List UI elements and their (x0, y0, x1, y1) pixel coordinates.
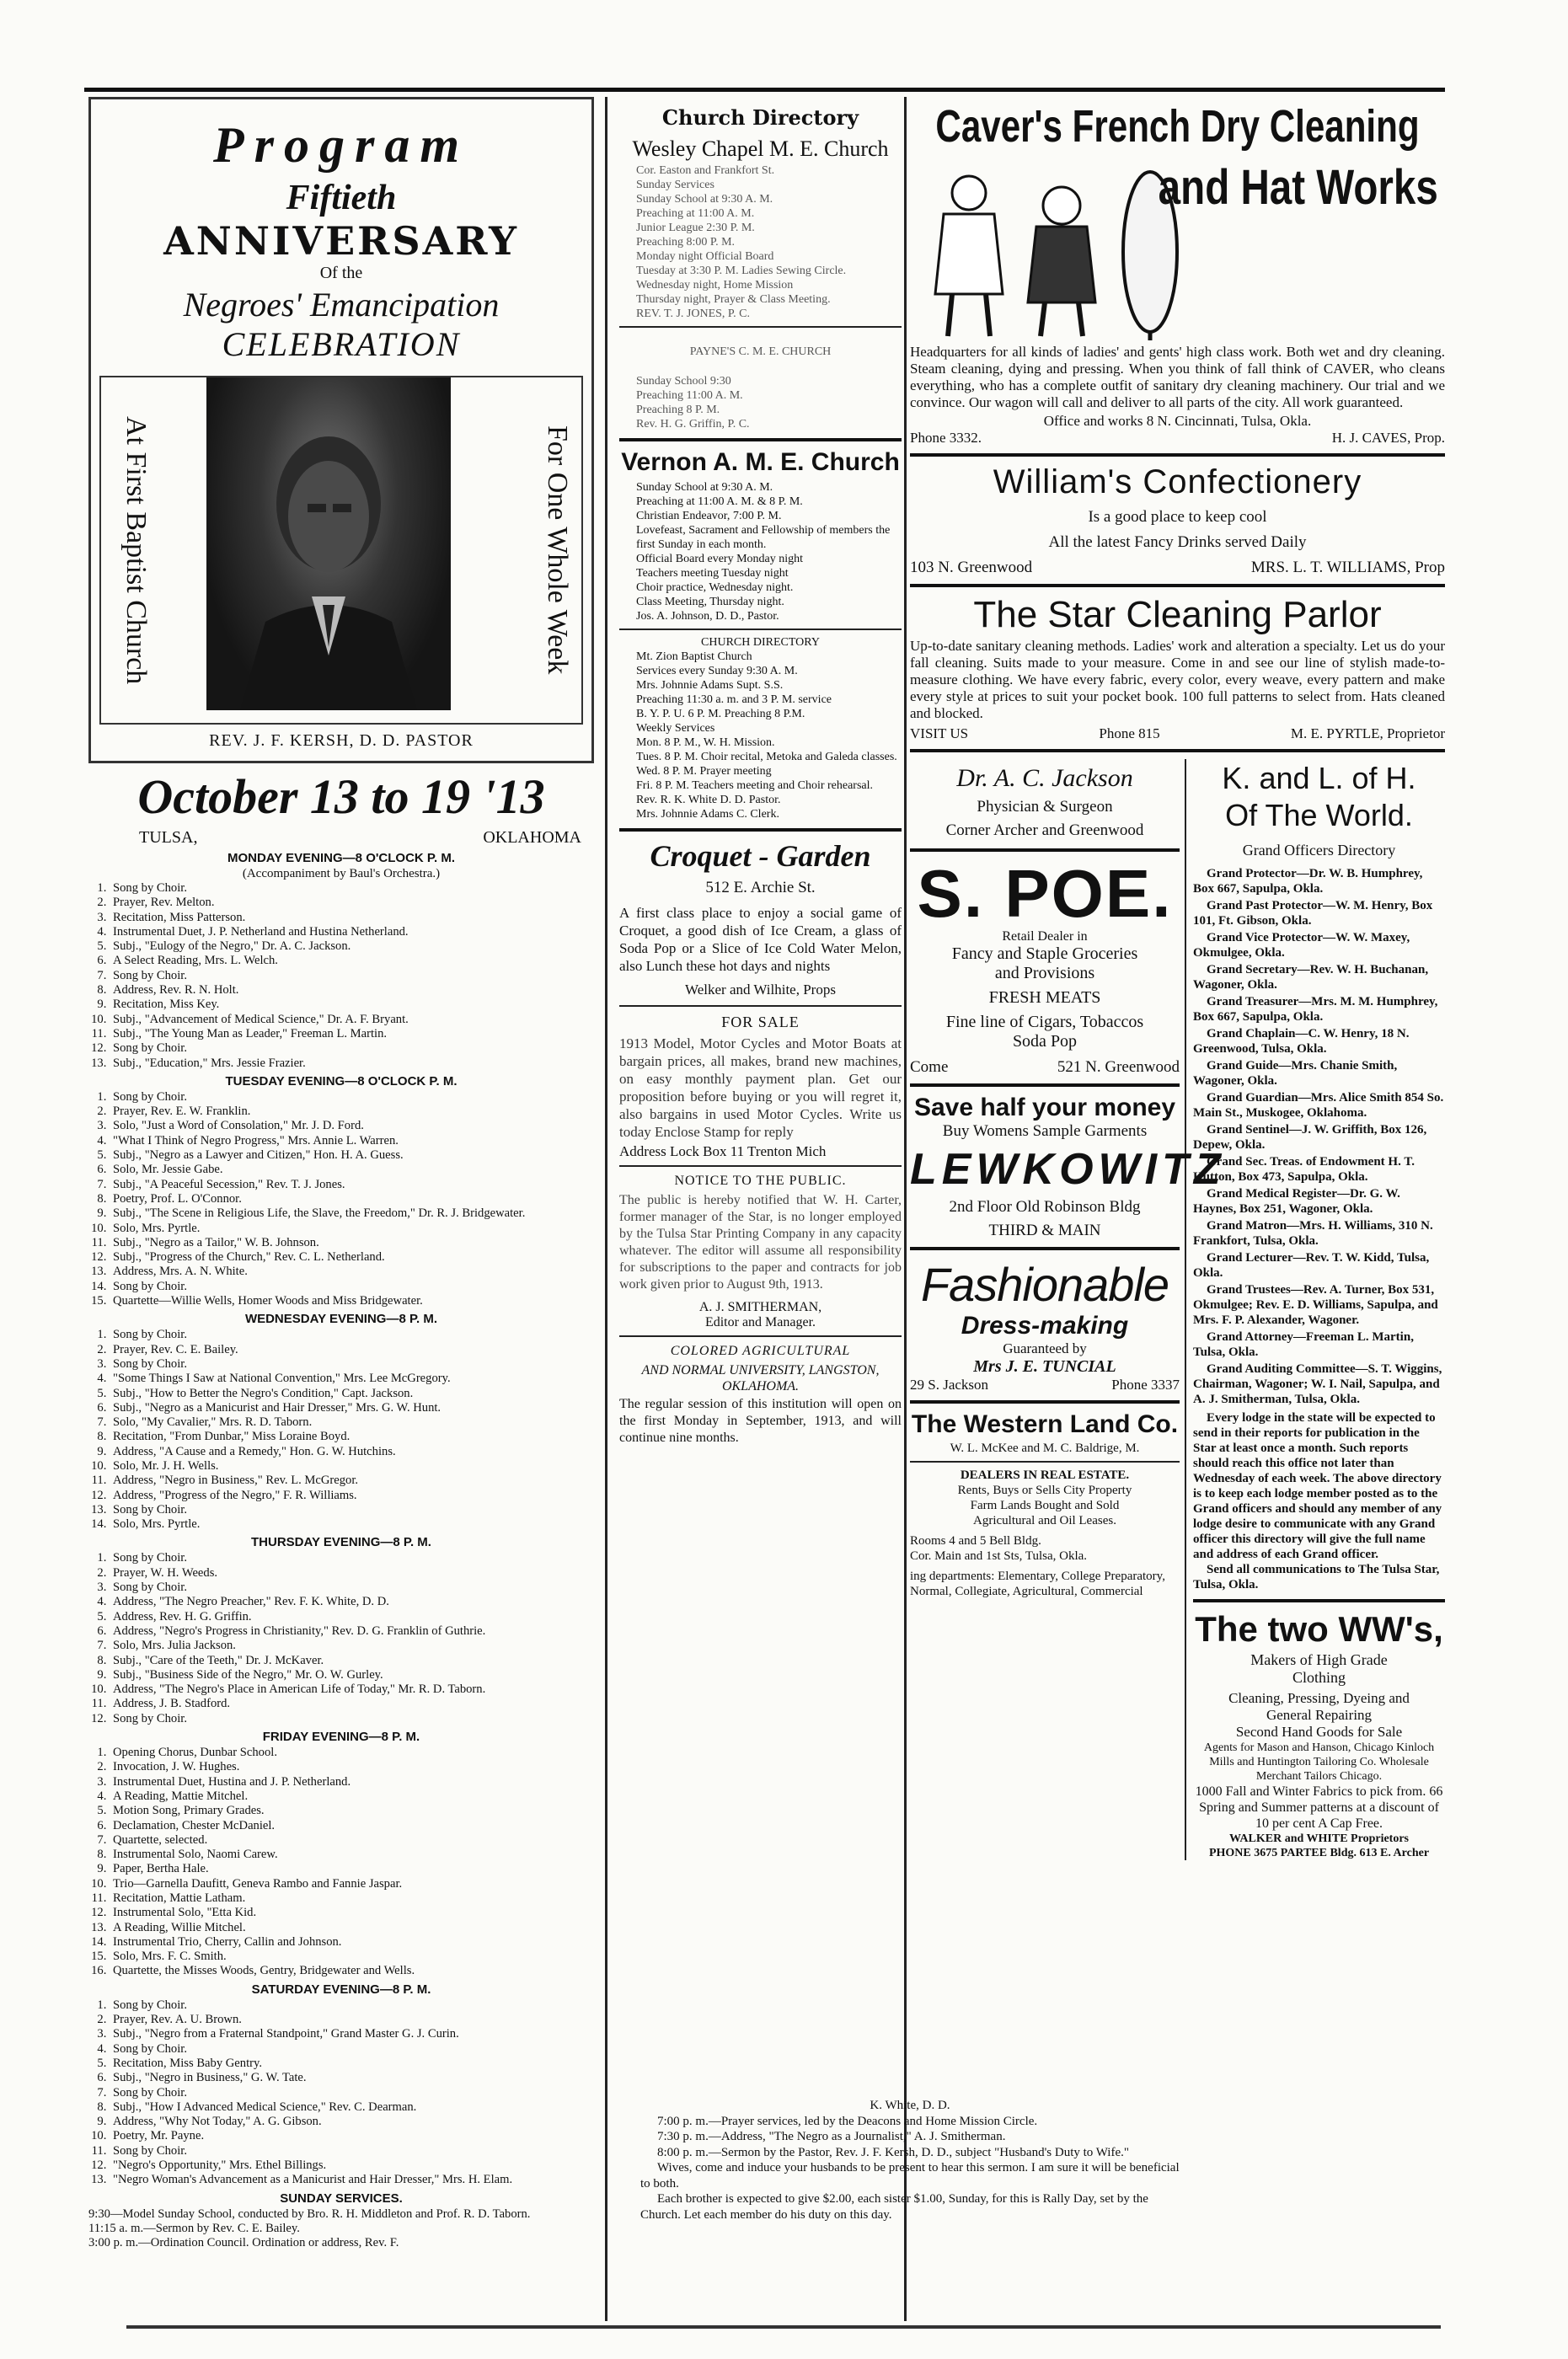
croquet-address: 512 E. Archie St. (705, 879, 816, 896)
program-item: 11. Song by Choir. (110, 2144, 594, 2158)
cavers-office: Office and works 8 N. Cincinnati, Tulsa, Okla. (1043, 413, 1312, 429)
western-cor: Cor. Main and 1st Sts, Tulsa, Okla. (910, 1549, 1088, 1563)
week-vertical-text: For One Whole Week (542, 425, 573, 675)
program-item: 13. Subj., "Education," Mrs. Jessie Frazier. (110, 1056, 594, 1071)
church-line: Monday night Official Board (636, 250, 774, 263)
church-line: Fri. 8 P. M. Teachers meeting and Choir rehearsal. (636, 779, 874, 792)
williams-prop: MRS. L. T. WILLIAMS, Prop (1250, 559, 1445, 576)
western-line2: Farm Lands Bought and Sold (970, 1499, 1120, 1512)
church-line: Preaching 8 P. M. (636, 404, 720, 416)
lower-right-left (910, 759, 1226, 1860)
city-row (88, 828, 594, 848)
program-item: 5. Address, Rev. H. G. Griffin. (110, 1610, 594, 1624)
church-line: Sunday School at 9:30 A. M. (636, 481, 773, 494)
star-visit: VISIT US (910, 725, 969, 741)
cavers-contact (910, 430, 1445, 447)
kandl-entry: Grand Guardian—Mrs. Alice Smith 854 So. Main St., Muskogee, Oklahoma. (1193, 1091, 1444, 1120)
twoww-line5: Second Hand Goods for Sale (1235, 1724, 1403, 1740)
star-cleaning-contact (910, 725, 1445, 742)
twoww-title: The two WW's, (1195, 1609, 1443, 1649)
church-line: Class Meeting, Thursday night. (636, 596, 784, 608)
event-dates: October 13 to 19 '13 (137, 769, 545, 824)
cavers-prop: H. J. CAVES, Prop. (1331, 430, 1445, 446)
program-item: 5. Subj., "Eulogy of the Negro," Dr. A. C. Jackson. (110, 939, 594, 954)
celebration-label: CELEBRATION (222, 325, 461, 363)
poe-line4: FRESH MEATS (988, 988, 1101, 1007)
program-item: 3. Solo, "Just a Word of Consolation," Mr. J. D. Ford. (110, 1119, 594, 1133)
middle-column (619, 97, 902, 2321)
church-line: Preaching 11:00 A. M. (636, 389, 743, 402)
program-item: 13. Address, Mrs. A. N. White. (110, 1265, 594, 1279)
bottom-line: 7:30 p. m.—Address, "The Negro as a Journalist," A. J. Smitherman. (657, 2130, 1006, 2143)
column-rule (605, 97, 607, 2321)
program-item: 8. Subj., "How I Advanced Medical Science," Rev. C. Dearman. (110, 2100, 594, 2115)
evening-items (88, 881, 594, 1071)
evening-title: TUESDAY EVENING—8 O'CLOCK P. M. (225, 1073, 458, 1089)
church-line: Mon. 8 P. M., W. H. Mission. (636, 736, 775, 749)
williams-title: William's Confectionery (993, 463, 1362, 500)
kandl-entry: Grand Medical Register—Dr. G. W. Haynes, Box 251, Wagoner, Okla. (1193, 1187, 1400, 1216)
portrait-frame (99, 376, 583, 725)
program-item: 9. Subj., "The Scene in Religious Life, the Slave, the Freedom," Dr. R. J. Bridgewater. (110, 1206, 594, 1221)
twoww-line1: Makers of High Grade (1250, 1651, 1388, 1668)
evening-items (88, 1998, 594, 2188)
program-item: 9. Address, "A Cause and a Remedy," Hon. G. W. Hutchins. (110, 1445, 594, 1459)
star-phone: Phone 815 (1099, 725, 1160, 741)
church-vertical-text: At First Baptist Church (120, 415, 152, 685)
paynes-church-details (619, 374, 902, 431)
church-line: Sunday Services (636, 179, 714, 191)
program-item: 13. Song by Choir. (110, 1503, 594, 1517)
twoww-line6: Agents for Mason and Hanson, Chicago Kinloch Mills and Huntington Tailoring Co. Wholesale Merchant Tailors Chicago. (1203, 1741, 1435, 1783)
williams-line1: Is a good place to keep cool (1088, 508, 1267, 526)
program-item: 10. Solo, Mr. J. H. Wells. (110, 1459, 594, 1474)
colored-agri-sub: AND NORMAL UNIVERSITY, LANGSTON, OKLAHOMA. (641, 1363, 880, 1393)
program-item: 3. Song by Choir. (110, 1357, 594, 1372)
for-sale-address: Address Lock Box 11 Trenton Mich (619, 1143, 827, 1159)
church-line: Official Board every Monday night (636, 553, 804, 565)
croquet-props: Welker and Wilhite, Props (685, 982, 836, 998)
program-item: 9. Paper, Bertha Hale. (110, 1862, 594, 1876)
wesley-chapel-name: Wesley Chapel M. E. Church (632, 136, 889, 161)
lewkowitz-floor: 2nd Floor Old Robinson Bldg (949, 1198, 1141, 1216)
kandl-directory (1193, 866, 1445, 1407)
program-item: 7. Solo, "My Cavalier," Mrs. R. D. Taborn. (110, 1415, 594, 1430)
kandl-entry: Grand Past Protector—W. M. Henry, Box 101, Ft. Gibson, Okla. (1193, 899, 1433, 928)
program-item: 6. Subj., "Negro in Business," G. W. Tate. (110, 2071, 594, 2085)
evening-items (88, 1551, 594, 1726)
program-item: 2. Prayer, W. H. Weeds. (110, 1566, 594, 1581)
program-item: 10. Trio—Garnella Daufitt, Geneva Rambo and Fannie Jaspar. (110, 1877, 594, 1891)
program-item: 5. Motion Song, Primary Grades. (110, 1804, 594, 1818)
croquet-body: A first class place to enjoy a social game of Croquet, a good dish of Ice Cream, a glass of Soda Pop or a Slice of Ice Cold Water Melon, also Lunch these hot days and nights (619, 905, 902, 974)
church-line: Choir practice, Wednesday night. (636, 581, 794, 594)
notice-signature: A. J. SMITHERMAN, (698, 1300, 822, 1314)
fashionable-name: Mrs J. E. TUNCIAL (973, 1357, 1116, 1376)
church-line: Preaching at 11:00 A. M. & 8 P. M. (636, 495, 803, 508)
church-directory-title: Church Directory (661, 105, 859, 130)
kandl-entry: Grand Vice Protector—W. W. Maxey, Okmulgee, Okla. (1193, 931, 1410, 960)
program-item: 11. Subj., "The Young Man as Leader," Freeman L. Martin. (110, 1027, 594, 1041)
lewkowitz-corner: THIRD & MAIN (988, 1222, 1101, 1239)
program-item: 6. Declamation, Chester McDaniel. (110, 1819, 594, 1833)
bottom-line: 7:00 p. m.—Prayer services, led by the Deacons and Home Mission Circle. (657, 2114, 1038, 2128)
lower-right-split (910, 759, 1445, 1860)
church-line: Teachers meeting Tuesday night (636, 567, 789, 580)
program-item: 1. Opening Chorus, Dunbar School. (110, 1746, 594, 1760)
program-item: 8. Recitation, "From Dunbar," Miss Loraine Boyd. (110, 1430, 594, 1444)
emancipation-label: Negroes' Emancipation (183, 286, 500, 324)
program-item: 4. Song by Choir. (110, 2042, 594, 2057)
program-item: 1. Song by Choir. (110, 1328, 594, 1342)
city-name: TULSA, (139, 828, 198, 847)
program-item: 4. A Reading, Mattie Mitchel. (110, 1789, 594, 1804)
star-cleaning-body: Up-to-date sanitary cleaning methods. Ladies' work and alteration a specialty. Let us do your fall cleaning. Suits made to your measure. Come in and see our line of stylish made-to-measure clothing. We have every fabric, every color, every weave, every pattern and make every style at prices to suit your pocket book. 100 full patterns to select from. Hats cleaned and blocked. (910, 638, 1445, 721)
poe-line5: Fine line of Cigars, Tobaccos (945, 1013, 1144, 1031)
church-line: Mt. Zion Baptist Church (636, 650, 752, 663)
evening-items (88, 1328, 594, 1532)
poe-line6: Soda Pop (1012, 1032, 1078, 1051)
program-item: 4. Address, "The Negro Preacher," Rev. F. K. White, D. D. (110, 1595, 594, 1609)
twoww-line8: WALKER and WHITE Proprietors (1228, 1832, 1409, 1845)
program-item: 9. Subj., "Business Side of the Negro," Mr. O. W. Gurley. (110, 1668, 594, 1682)
vernon-church-name: Vernon A. M. E. Church (621, 448, 900, 476)
evening-items (88, 1746, 594, 1979)
cavers-ad (910, 100, 1445, 447)
kandl-entry: Grand Trustees—Rev. A. Turner, Box 531, Okmulgee; Rev. E. D. Williams, Sapulpa, and Mrs. F. P. Alexander, Wagoner. (1193, 1283, 1438, 1327)
williams-ad (910, 463, 1445, 577)
fashionable-guar: Guaranteed by (1003, 1340, 1087, 1356)
program-item: 12. Subj., "Progress of the Church," Rev. C. L. Netherland. (110, 1250, 594, 1265)
bottom-sunday-notice (640, 2098, 1180, 2223)
program-item: 5. Recitation, Miss Baby Gentry. (110, 2057, 594, 2071)
program-item: 14. Instrumental Trio, Cherry, Callin and Johnson. (110, 1935, 594, 1950)
bottom-line: Wives, come and induce your husbands to be present to hear this sermon. I am sure it will be beneficial to both. (640, 2161, 1180, 2190)
program-title: Program (212, 117, 470, 173)
right-column (910, 97, 1445, 2321)
program-item: 1. Song by Choir. (110, 881, 594, 896)
program-item: 10. Address, "The Negro's Place in American Life of Today," Mr. R. D. Taborn. (110, 1682, 594, 1697)
church-line: Christian Endeavor, 7:00 P. M. (636, 510, 782, 522)
paynes-church-name: PAYNE'S C. M. E. CHURCH (689, 345, 832, 358)
church-line: Wednesday night, Home Mission (636, 279, 794, 292)
poe-line1: Retail Dealer in (1002, 929, 1088, 944)
poe-title: S. POE. (917, 856, 1173, 931)
twoww-line9: PHONE 3675 PARTEE Bldg. 613 E. Archer (1208, 1847, 1430, 1859)
top-rule (84, 88, 1445, 92)
evening-note: (Accompaniment by Baul's Orchestra.) (242, 867, 441, 880)
williams-address: 103 N. Greenwood (910, 559, 1033, 576)
jackson-title: Dr. A. C. Jackson (956, 764, 1133, 792)
wesley-chapel-details (619, 163, 902, 321)
western-dealers: DEALERS IN REAL ESTATE. (960, 1468, 1130, 1482)
program-item: 6. Solo, Mr. Jessie Gabe. (110, 1163, 594, 1177)
lower-right-right (1186, 759, 1445, 1860)
program-item: 1. Song by Choir. (110, 1090, 594, 1105)
evening-items (88, 1090, 594, 1308)
church-line: Sunday School 9:30 (636, 375, 731, 388)
church-line: Wed. 8 P. M. Prayer meeting (636, 765, 772, 778)
pastor-name: REV. J. F. KERSH, D. D. PASTOR (209, 731, 474, 750)
star-cleaning-title: The Star Cleaning Parlor (973, 594, 1382, 635)
sunday-item: 11:15 a. m.—Sermon by Rev. C. E. Bailey. (88, 2221, 300, 2235)
lewkowitz-buy: Buy Womens Sample Garments (942, 1122, 1148, 1140)
fiftieth-label: Fiftieth (286, 179, 397, 217)
fashionable-contact (910, 1377, 1180, 1393)
kandl-entry: Grand Lecturer—Rev. T. W. Kidd, Tulsa, Okla. (1193, 1251, 1430, 1280)
notice-title: NOTICE TO THE PUBLIC. (674, 1174, 847, 1188)
western-line3: Agricultural and Oil Leases. (973, 1514, 1116, 1527)
fashionable-address: 29 S. Jackson (910, 1377, 989, 1393)
notice-body: The public is hereby notified that W. H. Carter, former manager of the Star, is no longer employed by the Tulsa Star Printing Company in any capacity whatever. The editor will assume all responsibility for subscriptions to the paper and contracts for job work given prior to August 9th, 1913. (619, 1193, 902, 1292)
of-the-label: Of the (319, 264, 363, 282)
jackson-line2: Corner Archer and Greenwood (945, 821, 1144, 839)
program-item: 10. Subj., "Advancement of Medical Science," Dr. A. F. Bryant. (110, 1013, 594, 1027)
program-item: 7. Song by Choir. (110, 2086, 594, 2100)
program-item: 8. Subj., "Care of the Teeth," Dr. J. McKaver. (110, 1654, 594, 1668)
program-item: 10. Solo, Mrs. Pyrtle. (110, 1222, 594, 1236)
kandl-entry: Grand Protector—Dr. W. B. Humphrey, Box 667, Sapulpa, Okla. (1193, 867, 1423, 896)
mt-zion-head: CHURCH DIRECTORY (701, 636, 820, 649)
twoww-line3: Cleaning, Pressing, Dyeing and (1228, 1690, 1410, 1706)
western-land-title: The Western Land Co. (911, 1410, 1179, 1438)
program-item: 12. Address, "Progress of the Negro," F. R. Williams. (110, 1489, 594, 1503)
bottom-line: 8:00 p. m.—Sermon by the Pastor, Rev. J. F. Kersh, D. D., subject "Husband's Duty to Wife." (657, 2145, 1130, 2159)
dressmaking-title: Dress-making (961, 1312, 1129, 1340)
program-item: 5. Subj., "Negro as a Lawyer and Citizen," Hon. H. A. Guess. (110, 1148, 594, 1163)
program-item: 8. Poetry, Prof. L. O'Connor. (110, 1192, 594, 1206)
for-sale-body: 1913 Model, Motor Cycles and Motor Boats at bargain prices, all makes, brand new machines, on easy monthly payment plan. Get our proposition before buying or you will regret it, also bargains in used Motor Cycles. Write us today Enclose Stamp for reply (619, 1035, 902, 1140)
jackson-line1: Physician & Surgeon (977, 798, 1113, 816)
program-item: 3. Song by Choir. (110, 1581, 594, 1595)
kandl-entry: Grand Matron—Mrs. H. Williams, 310 N. Frankfort, Tulsa, Okla. (1193, 1219, 1433, 1248)
program-item: 2. Prayer, Rev. A. U. Brown. (110, 2013, 594, 2027)
pastor-portrait (206, 377, 451, 710)
twoww-line7: 1000 Fall and Winter Fabrics to pick from. 66 Spring and Summer patterns at a discount of 10 per cent A Cap Free. (1195, 1784, 1443, 1831)
program-evenings (88, 851, 594, 2188)
church-line: Cor. Easton and Frankfort St. (636, 164, 775, 177)
church-line: Services every Sunday 9:30 A. M. (636, 665, 798, 677)
vernon-church-details (619, 480, 902, 623)
church-line: Jos. A. Johnson, D. D., Pastor. (636, 610, 779, 623)
program-item: 9. Address, "Why Not Today," A. G. Gibson. (110, 2115, 594, 2129)
program-item: 12. "Negro's Opportunity," Mrs. Ethel Billings. (110, 2158, 594, 2173)
fashionable-title: Fashionable (920, 1258, 1169, 1311)
program-item: 12. Song by Choir. (110, 1712, 594, 1726)
western-names: W. L. McKee and M. C. Baldrige, M. (950, 1442, 1140, 1455)
program-item: 11. Address, J. B. Stadford. (110, 1697, 594, 1711)
mt-zion-details (619, 650, 902, 821)
program-item: 3. Instrumental Duet, Hustina and J. P. Netherland. (110, 1775, 594, 1789)
program-item: 7. Solo, Mrs. Julia Jackson. (110, 1639, 594, 1653)
fashionable-phone: Phone 3337 (1111, 1377, 1180, 1393)
program-item: 4. Instrumental Duet, J. P. Netherland and Hustina Netherland. (110, 925, 594, 939)
kandl-entry: Grand Auditing Committee—S. T. Wiggins, Chairman, Wagoner; W. I. Nail, Sapulpa, and A. J. Smitherman, Tulsa, Okla. (1193, 1362, 1442, 1406)
evening-title: MONDAY EVENING—8 O'CLOCK P. M. (227, 851, 455, 865)
program-item: 7. Song by Choir. (110, 969, 594, 983)
program-item: 12. Instrumental Solo, "Etta Kid. (110, 1906, 594, 1920)
kandl-entry: Grand Sentinel—J. W. Griffith, Box 126, Depew, Okla. (1193, 1123, 1427, 1152)
program-item: 10. Poetry, Mr. Payne. (110, 2129, 594, 2143)
twoww-line2: Clothing (1292, 1669, 1346, 1686)
program-item: 11. Recitation, Mattie Latham. (110, 1891, 594, 1906)
kandl-entry: Grand Attorney—Freeman L. Martin, Tulsa, Okla. (1193, 1330, 1414, 1359)
sunday-item: 9:30—Model Sunday School, conducted by Bro. R. H. Middleton and Prof. R. D. Taborn. (88, 2207, 531, 2221)
program-item: 6. A Select Reading, Mrs. L. Welch. (110, 954, 594, 968)
williams-contact (910, 559, 1445, 577)
church-line: Sunday School at 9:30 A. M. (636, 193, 773, 206)
evening-title: WEDNESDAY EVENING—8 P. M. (244, 1312, 438, 1327)
state-name: OKLAHOMA (483, 828, 581, 847)
program-item: 7. Subj., "A Peaceful Secession," Rev. T. J. Jones. (110, 1178, 594, 1192)
program-item: 1. Song by Choir. (110, 1551, 594, 1565)
star-prop: M. E. PYRTLE, Proprietor (1290, 725, 1445, 741)
hat-works-title: and Hat Works (1158, 160, 1438, 215)
cavers-title: Caver's French Dry Cleaning (935, 101, 1420, 152)
program-item: 2. Prayer, Rev. C. E. Bailey. (110, 1343, 594, 1357)
program-item: 3. Subj., "Negro from a Fraternal Standpoint," Grand Master G. J. Curin. (110, 2027, 594, 2041)
column-rule (904, 97, 907, 2321)
kandl-entry: Grand Guide—Mrs. Chanie Smith, Wagoner, Okla. (1193, 1059, 1398, 1088)
program-item: 11. Subj., "Negro as a Tailor," W. B. Johnson. (110, 1236, 594, 1250)
church-line: Tues. 8 P. M. Choir recital, Metoka and Galeda classes. (636, 751, 897, 763)
program-item: 4. "What I Think of Negro Progress," Mrs. Annie L. Warren. (110, 1134, 594, 1148)
kandl-subtitle: Grand Officers Directory (1242, 842, 1396, 859)
program-item: 3. Recitation, Miss Patterson. (110, 911, 594, 925)
church-line: Junior League 2:30 P. M. (636, 222, 755, 234)
program-item: 5. Subj., "How to Better the Negro's Condition," Capt. Jackson. (110, 1387, 594, 1401)
western-rooms: Rooms 4 and 5 Bell Bldg. (910, 1534, 1041, 1548)
colored-agri-body: The regular session of this institution will open on the first Monday in September, 1913, and will continue nine months. (619, 1397, 902, 1445)
cavers-phone: Phone 3332. (910, 430, 982, 446)
lewkowitz-name: LEWKOWITZ (910, 1145, 1226, 1194)
kandl-entry: Grand Chaplain—C. W. Henry, 18 N. Greenwood, Tulsa, Okla. (1193, 1027, 1410, 1056)
church-line: REV. T. J. JONES, P. C. (636, 308, 750, 320)
program-item: 12. Song by Choir. (110, 1041, 594, 1056)
anniversary-label: ANNIVERSARY (163, 218, 519, 264)
kandl-entry: Grand Secretary—Rev. W. H. Buchanan, Wagoner, Okla. (1193, 963, 1429, 992)
bottom-line: Each brother is expected to give $2.00, each sister $1.00, Sunday, for this is Rally Day, set by the Church. Let each member do his duty on this day. (640, 2192, 1148, 2222)
church-line: Tuesday at 3:30 P. M. Ladies Sewing Circle. (636, 265, 847, 277)
kandl-entry: Grand Treasurer—Mrs. M. M. Humphrey, Box 667, Sapulpa, Okla. (1193, 995, 1438, 1024)
program-item: 14. Solo, Mrs. Pyrtle. (110, 1517, 594, 1532)
portrait-image (206, 377, 451, 710)
church-line: Mrs. Johnnie Adams C. Clerk. (636, 808, 779, 821)
program-item: 16. Quartette, the Misses Woods, Gentry, Bridgewater and Wells. (110, 1964, 594, 1978)
poe-address-row (910, 1058, 1180, 1077)
twoww-line4: General Repairing (1266, 1707, 1373, 1723)
poe-line3: and Provisions (994, 964, 1095, 982)
church-line: Preaching at 11:00 A. M. (636, 207, 755, 220)
star-cleaning-ad (910, 594, 1445, 742)
program-item: 4. "Some Things I Saw at National Convention," Mrs. Lee McGregory. (110, 1372, 594, 1386)
program-item: 13. "Negro Woman's Advancement as a Manicurist and Hair Dresser," Mrs. H. Elam. (110, 2173, 594, 2187)
program-item: 2. Prayer, Rev. E. W. Franklin. (110, 1105, 594, 1119)
program-item: 11. Address, "Negro in Business," Rev. L. McGregor. (110, 1474, 594, 1488)
church-line: Mrs. Johnnie Adams Supt. S.S. (636, 679, 784, 692)
bottom-notice-lines (640, 2098, 1180, 2223)
program-item: 7. Quartette, selected. (110, 1833, 594, 1848)
kandl-entry: Grand Sec. Treas. of Endowment H. T. Hutton, Box 473, Sapulpa, Okla. (1193, 1155, 1415, 1184)
evening-title: THURSDAY EVENING—8 P. M. (251, 1535, 431, 1550)
kandl-title1: K. and L. of H. (1222, 761, 1416, 795)
church-line: Lovefeast, Sacrament and Fellowship of members the first Sunday in each month. (636, 524, 891, 551)
church-line: Weekly Services (636, 722, 715, 735)
sunday-item: 3:00 p. m.—Ordination Council. Ordination or address, Rev. F. (88, 2236, 399, 2250)
for-sale-title: FOR SALE (721, 1014, 800, 1030)
williams-line2: All the latest Fancy Drinks served Daily (1048, 533, 1307, 551)
program-item: 15. Quartette—Willie Wells, Homer Woods and Miss Bridgewater. (110, 1294, 594, 1308)
church-line: Rev. H. G. Griffin, P. C. (636, 418, 750, 431)
program-item: 14. Song by Choir. (110, 1280, 594, 1294)
sunday-services (88, 2207, 594, 2251)
program-item: 8. Address, Rev. R. N. Holt. (110, 983, 594, 998)
program-item: 2. Invocation, J. W. Hughes. (110, 1760, 594, 1774)
program-item: 13. A Reading, Willie Mitchel. (110, 1921, 594, 1935)
church-line: Thursday night, Prayer & Class Meeting. (636, 293, 831, 306)
program-item: 8. Instrumental Solo, Naomi Carew. (110, 1848, 594, 1862)
poe-address: 521 N. Greenwood (1057, 1058, 1180, 1076)
program-header-box (88, 97, 594, 763)
church-line: Rev. R. K. White D. D. Pastor. (636, 794, 781, 806)
program-item: 2. Prayer, Rev. Melton. (110, 896, 594, 910)
kandl-notice: Every lodge in the state will be expected to send in their reports for publication in the Star at least once a month. Such reports should reach this office not later than Wednesday of each week. The above directory is to keep each lodge member posted as to the Grand officers and should any member of any lodge desire to communicate with any Grand officer this directory will give the full name and address of each Grand officer. (1193, 1411, 1442, 1561)
church-line: Preaching 8:00 P. M. (636, 236, 736, 249)
church-line: Preaching 11:30 a. m. and 3 P. M. service (636, 693, 832, 706)
program-item: 9. Recitation, Miss Key. (110, 998, 594, 1012)
sunday-services-title: SUNDAY SERVICES. (280, 2190, 403, 2206)
evening-title: SATURDAY EVENING—8 P. M. (251, 1982, 431, 1997)
western-line1: Rents, Buys or Sells City Property (957, 1484, 1132, 1497)
poe-come: Come (910, 1058, 949, 1076)
cavers-body: Headquarters for all kinds of ladies' and gents' high class work. Both wet and dry cleaning. Steam cleaning, dying and pressing. When you think of fall think of CAVER, who cleans everything, who has a complete outfit of sanitary dry cleaning machinery. Our trial and we convince. Our wagon will call and deliver to all parts of the city. All work guaranteed. (910, 344, 1445, 410)
evening-title: FRIDAY EVENING—8 P. M. (262, 1730, 420, 1745)
church-line: B. Y. P. U. 6 P. M. Preaching 8 P.M. (636, 708, 805, 720)
program-item: 6. Subj., "Negro as a Manicurist and Hair Dresser," Mrs. G. W. Hunt. (110, 1401, 594, 1415)
kandl-send: Send all communications to The Tulsa Star, Tulsa, Okla. (1193, 1563, 1440, 1591)
croquet-title: Croquet - Garden (650, 839, 871, 873)
kandl-title2: Of The World. (1225, 798, 1413, 832)
bottom-rule (126, 2325, 1441, 2329)
bottom-line: K. White, D. D. (870, 2099, 950, 2112)
western-depts: ing departments: Elementary, College Preparatory, Normal, Collegiate, Agricultural, Commercial (910, 1570, 1165, 1598)
poe-line2: Fancy and Staple Groceries (951, 944, 1138, 963)
program-item: 15. Solo, Mrs. F. C. Smith. (110, 1950, 594, 1964)
save-half-title: Save half your money (913, 1094, 1176, 1121)
notice-signature-title: Editor and Manager. (704, 1315, 816, 1329)
colored-agri-title: COLORED AGRICULTURAL (670, 1344, 851, 1358)
program-column (88, 97, 594, 2321)
program-item: 6. Address, "Negro's Progress in Christianity," Rev. D. G. Franklin of Guthrie. (110, 1624, 594, 1639)
program-item: 1. Song by Choir. (110, 1998, 594, 2013)
